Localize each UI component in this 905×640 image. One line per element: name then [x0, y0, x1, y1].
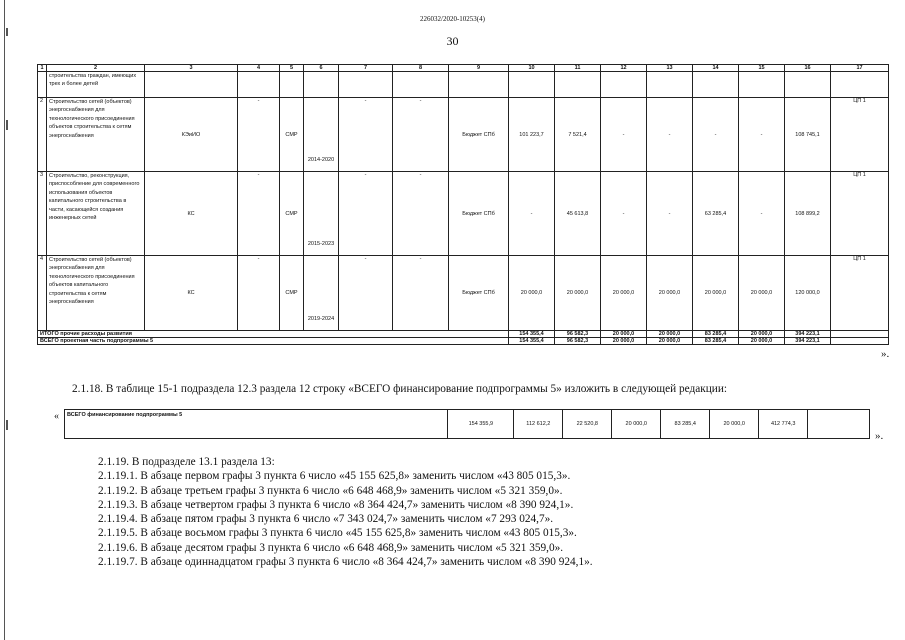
cell-col-12: 20 000,0	[601, 256, 647, 331]
cell-col-17: ЦП 1	[831, 98, 889, 172]
replacement-row-table	[64, 409, 870, 439]
total-value: 20 000,0	[601, 331, 647, 338]
cell-col-9	[449, 72, 509, 98]
cell-col-12	[601, 72, 647, 98]
row-name: строительства граждан, имеющих трех и более детей	[47, 72, 145, 98]
row-index: 4	[38, 256, 47, 331]
table-row	[38, 72, 889, 98]
column-number: 6	[304, 65, 339, 72]
cell-col-8: -	[393, 172, 449, 256]
closing-quote: ».	[875, 430, 884, 442]
amendment-list	[98, 455, 593, 569]
column-number: 16	[785, 65, 831, 72]
list-item: 2.1.19.3. В абзаце четвертом графы 3 пункта 6 число «8 364 424,7» заменить числом «8 390 924,1».	[98, 498, 574, 511]
opening-quote: «	[54, 411, 59, 422]
cell-col-3: КС	[145, 256, 238, 331]
row-name: Строительство, реконструкция, приспособление для современного использования объектов капитального строительства в части, касающейся создания инженерных сетей	[47, 172, 145, 256]
cell-col-9: Бюджет СПб	[449, 172, 509, 256]
cell-col-7: -	[339, 172, 393, 256]
column-number: 9	[449, 65, 509, 72]
cell-col-6: 2015-2023	[304, 172, 339, 256]
column-number: 7	[339, 65, 393, 72]
cell-col-6: 2014-2020	[304, 98, 339, 172]
total-value: 394 223,1	[785, 338, 831, 345]
cell-col-7: -	[339, 98, 393, 172]
column-number: 13	[647, 65, 693, 72]
total-value: 394 223,1	[785, 331, 831, 338]
cell-col-13: 20 000,0	[647, 256, 693, 331]
cell-col-6	[304, 72, 339, 98]
total-value: 83 285,4	[693, 338, 739, 345]
cell-col-11: 45 613,8	[555, 172, 601, 256]
replacement-value: 154 355,9	[448, 410, 514, 439]
column-number: 11	[555, 65, 601, 72]
cell-col-14: 63 285,4	[693, 172, 739, 256]
document-code: 226032/2020-10253(4)	[420, 15, 485, 23]
replacement-value: 22 520,8	[563, 410, 612, 439]
column-number: 5	[280, 65, 304, 72]
cell-col-14: 20 000,0	[693, 256, 739, 331]
table-row	[38, 98, 889, 172]
cell-col-15	[739, 72, 785, 98]
column-number-row	[38, 65, 889, 72]
cell-col-4: -	[238, 172, 280, 256]
cell-col-16	[785, 72, 831, 98]
cell-col-12: -	[601, 172, 647, 256]
total-value: 154 355,4	[509, 338, 555, 345]
financing-table	[37, 64, 889, 345]
list-item: 2.1.19.5. В абзаце восьмом графы 3 пункта 6 число «45 155 625,8» заменить числом «43 805 015,3».	[98, 527, 577, 540]
column-number: 15	[739, 65, 785, 72]
row-name: Строительство сетей (объектов) энергоснабжения для технологического присоединения объектов капитального строительства к сетям энергоснабжения	[47, 256, 145, 331]
cell-col-9: Бюджет СПб	[449, 98, 509, 172]
cell-col-14	[693, 72, 739, 98]
total-label: ИТОГО прочие расходы развития	[38, 331, 509, 338]
total-value: 20 000,0	[739, 338, 785, 345]
cell-col-10	[509, 72, 555, 98]
cell-col-7: -	[339, 256, 393, 331]
column-number: 14	[693, 65, 739, 72]
total-value: 96 582,3	[555, 331, 601, 338]
column-number: 8	[393, 65, 449, 72]
cell-col-12: -	[601, 98, 647, 172]
cell-col-16: 108 745,1	[785, 98, 831, 172]
list-item: 2.1.19. В подразделе 13.1 раздела 13:	[98, 456, 275, 468]
cell-col-8	[393, 72, 449, 98]
table-row	[38, 172, 889, 256]
replacement-value: 20 000,0	[710, 410, 759, 439]
table-row	[38, 256, 889, 331]
total-row	[38, 338, 889, 345]
total-label: ВСЕГО проектная часть подпрограммы 5	[38, 338, 509, 345]
replacement-value: 20 000,0	[612, 410, 661, 439]
column-number: 17	[831, 65, 889, 72]
list-item: 2.1.19.1. В абзаце первом графы 3 пункта 6 число «45 155 625,8» заменить числом «43 805 015,3».	[98, 470, 571, 483]
replacement-value: 112 612,2	[514, 410, 563, 439]
replacement-value: 412 774,3	[759, 410, 808, 439]
total-value: 20 000,0	[739, 331, 785, 338]
cell-col-13	[647, 72, 693, 98]
cell-col-16: 108 899,2	[785, 172, 831, 256]
closing-quote: ».	[881, 348, 890, 360]
cell-col-3: КЭиИО	[145, 98, 238, 172]
cell-col-11: 7 521,4	[555, 98, 601, 172]
replacement-empty-cell	[808, 410, 870, 439]
total-value: 20 000,0	[601, 338, 647, 345]
total-empty-cell	[831, 338, 889, 345]
scan-edge-line	[4, 0, 5, 640]
cell-col-15: -	[739, 98, 785, 172]
cell-col-13: -	[647, 172, 693, 256]
cell-col-10: 101 223,7	[509, 98, 555, 172]
cell-col-3	[145, 72, 238, 98]
column-number: 2	[47, 65, 145, 72]
cell-col-17: ЦП 1	[831, 256, 889, 331]
cell-col-6: 2019-2024	[304, 256, 339, 331]
replacement-label: ВСЕГО финансирование подпрограммы 5	[65, 410, 448, 439]
column-number: 10	[509, 65, 555, 72]
cell-col-4: -	[238, 98, 280, 172]
column-number: 12	[601, 65, 647, 72]
cell-col-8: -	[393, 256, 449, 331]
cell-col-10: 20 000,0	[509, 256, 555, 331]
row-index: 2	[38, 98, 47, 172]
total-value: 154 355,4	[509, 331, 555, 338]
cell-col-5: СМР	[280, 256, 304, 331]
cell-col-7	[339, 72, 393, 98]
cell-col-13: -	[647, 98, 693, 172]
row-index: 3	[38, 172, 47, 256]
cell-col-10: -	[509, 172, 555, 256]
cell-col-4: -	[238, 256, 280, 331]
replacement-row	[65, 410, 870, 439]
row-index	[38, 72, 47, 98]
cell-col-11	[555, 72, 601, 98]
cell-col-3: КС	[145, 172, 238, 256]
cell-col-11: 20 000,0	[555, 256, 601, 331]
list-item: 2.1.19.7. В абзаце одиннадцатом графы 3 пункта 6 число «8 364 424,7» заменить числом «8 390 924,1».	[98, 556, 593, 569]
list-item: 2.1.19.4. В абзаце пятом графы 3 пункта 6 число «7 343 024,7» заменить числом «7 293 024,7».	[98, 513, 554, 526]
cell-col-16: 120 000,0	[785, 256, 831, 331]
total-row	[38, 331, 889, 338]
cell-col-15: 20 000,0	[739, 256, 785, 331]
column-number: 1	[38, 65, 47, 72]
cell-col-5: СМР	[280, 172, 304, 256]
replacement-value: 83 285,4	[661, 410, 710, 439]
column-number: 3	[145, 65, 238, 72]
scan-mark	[6, 120, 8, 130]
cell-col-4	[238, 72, 280, 98]
total-value: 83 285,4	[693, 331, 739, 338]
cell-col-15: -	[739, 172, 785, 256]
cell-col-8: -	[393, 98, 449, 172]
total-empty-cell	[831, 331, 889, 338]
cell-col-5: СМР	[280, 98, 304, 172]
cell-col-5	[280, 72, 304, 98]
total-value: 20 000,0	[647, 331, 693, 338]
total-value: 20 000,0	[647, 338, 693, 345]
list-item: 2.1.19.2. В абзаце третьем графы 3 пункта 6 число «6 648 468,9» заменить числом «5 321 359,0».	[98, 484, 563, 497]
column-number: 4	[238, 65, 280, 72]
page-number: 30	[446, 34, 459, 48]
paragraph-2-1-18: 2.1.18. В таблице 15-1 подраздела 12.3 раздела 12 строку «ВСЕГО финансирование подпрограммы 5» изложить в следующей редакции:	[72, 383, 728, 395]
cell-col-9: Бюджет СПб	[449, 256, 509, 331]
cell-col-17: ЦП 1	[831, 172, 889, 256]
total-value: 96 582,3	[555, 338, 601, 345]
row-name: Строительство сетей (объектов) энергоснабжения для технологического присоединения объектов строительства к сетям энергоснабжения	[47, 98, 145, 172]
cell-col-14: -	[693, 98, 739, 172]
cell-col-17	[831, 72, 889, 98]
list-item: 2.1.19.6. В абзаце десятом графы 3 пункта 6 число «6 648 468,9» заменить числом «5 321 359,0».	[98, 541, 564, 554]
scan-mark	[6, 420, 8, 430]
